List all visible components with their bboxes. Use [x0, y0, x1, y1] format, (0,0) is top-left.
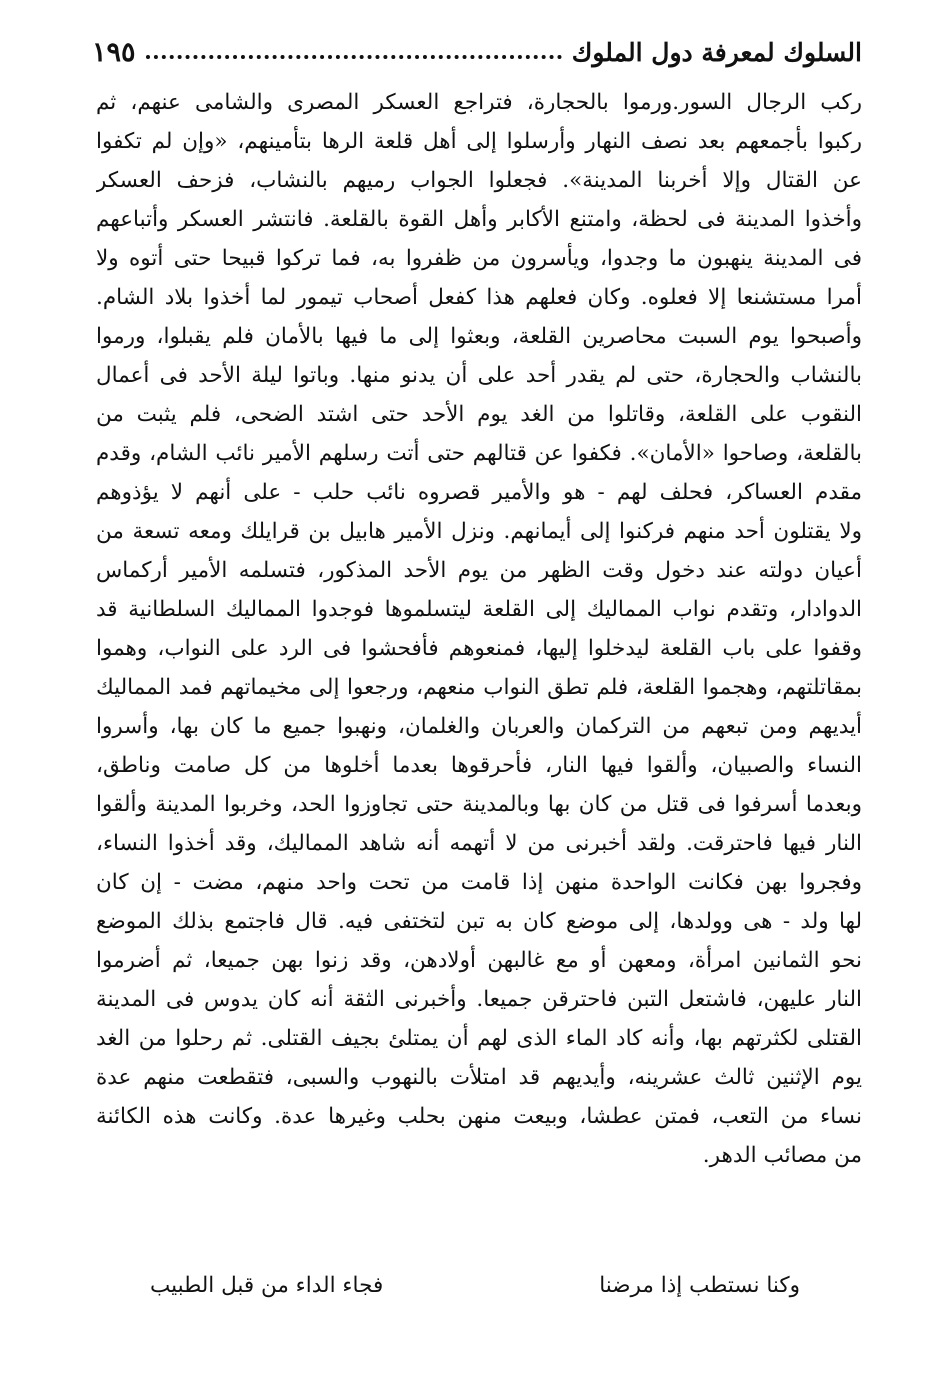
- text-line: وفجروا بهن فكانت الواحدة منهن إذا قامت من تحت واحد منهم، مضت - إن كان: [96, 870, 862, 895]
- text-line: يوم الإثنين ثالث عشرينه، وأيديهم قد امتلأت بالنهوب والسبى، فتقطعت منهم عدة: [96, 1065, 862, 1090]
- text-line: بمقاتلتهم، وهجموا القلعة، فلم تطق النواب منعهم، ورجعوا إلى مخيماتهم فمد المماليك: [96, 675, 862, 700]
- body-text: [96, 83, 862, 1175]
- header-dotted-leader: [146, 55, 562, 59]
- text-line: عن القتال وإلا أخربنا المدينة». فجعلوا الجواب رميهم بالنشاب، فزحف العسكر: [96, 168, 862, 193]
- text-line: النار عليهن، فاشتعل التبن فاحترقن جميعا. وأخبرنى الثقة أنه كان يدوس فى المدينة: [96, 987, 862, 1012]
- text-line: أيديهم ومن تبعهم من التركمان والعربان والغلمان، ونهبوا جميع ما كان بها، وأسروا: [96, 714, 862, 739]
- text-line: مقدم العساكر، فحلف لهم - هو والأمير قصروه نائب حلب - على أنهم لا يؤذوهم: [96, 480, 862, 505]
- text-line: وبعدما أسرفوا فى قتل من كان بها وبالمدينة حتى تجاوزوا الحد، وخربوا المدينة وألقوا: [96, 792, 862, 817]
- text-line: فى المدينة ينهبون ما وجدوا، ويأسرون من ظفروا به، فما تركوا قبيحا حتى أتوه ولا: [96, 246, 862, 271]
- text-line-last: من مصائب الدهر.: [702, 1143, 862, 1168]
- text-line: ركب الرجال السور.ورموا بالحجارة، فتراجع العسكر المصرى والشامى عنهم، ثم: [96, 90, 862, 115]
- text-line: بالنشاب والحجارة، حتى لم يقدر أحد على أن يدنو منها. وباتوا ليلة الأحد فى أعمال: [96, 363, 862, 388]
- text-line: وأصبحوا يوم السبت محاصرين القلعة، وبعثوا إلى ما فيها بالأمان فلم يقبلوا، ورموا: [96, 324, 862, 349]
- running-title: السلوك لمعرفة دول الملوك: [571, 37, 862, 67]
- poetry-verse: [150, 1266, 800, 1306]
- text-line: النار فيها فاحترقت. ولقد أخبرنى من لا أتهمه أنه شاهد المماليك، وقد أخذوا النساء،: [96, 831, 862, 856]
- text-line: الدوادار، وتقدم نواب المماليك إلى القلعة ليتسلموها فوجدوا المماليك السلطانية قد: [96, 597, 862, 622]
- text-line: النساء والصبيان، وألقوا فيها النار، فأحرقوها بعدما أخلوها من كل صامت وناطق،: [96, 753, 862, 778]
- verse-second-hemistich: فجاء الداء من قبل الطبيب: [150, 1273, 384, 1298]
- text-line: نساء من التعب، فمتن عطشا، وبيعت منهن بحلب وغيرها عدة. وكانت هذه الكائنة: [96, 1104, 862, 1129]
- text-line: لها ولد - هى وولدها، إلى موضع كان به تبن لتختفى فيه. قال فاجتمع بذلك الموضع: [96, 909, 862, 934]
- text-line: أعيان دولته عند دخول وقت الظهر من يوم الأحد المذكور، فتسلمه الأمير أركماس: [96, 558, 862, 583]
- page-number: ١٩٥: [92, 36, 136, 68]
- text-line: ولا يقتلون أحد منهم فركنوا إلى أيمانهم. ونزل الأمير هابيل بن قرايلك ومعه تسعة من: [96, 519, 862, 544]
- text-line: القتلى لكثرتهم بها، وأنه كاد الماء الذى لهم أن يمتلئ بجيف القتلى. ثم رحلوا من الغد: [96, 1026, 862, 1051]
- page-header: [92, 30, 862, 74]
- text-line: بالقلعة، وصاحوا «الأمان». فكفوا عن قتالهم حتى أتت رسلهم الأمير نائب الشام، وقدم: [96, 441, 862, 466]
- text-line: النقوب على القلعة، وقاتلوا من الغد يوم الأحد حتى اشتد الضحى، فلم يثبت من: [96, 402, 862, 427]
- text-line: نحو الثمانين امرأة، ومعهن أو مع غالبهن أولادهن، وقد زنوا بهن جميعا، ثم أضرموا: [96, 948, 862, 973]
- text-line: وأخذوا المدينة فى لحظة، وامتنع الأكابر وأهل القوة بالقلعة. فانتشر العسكر وأتباعهم: [96, 207, 862, 232]
- text-line: أمرا مستشنعا إلا فعلوه. وكان فعلهم هذا كفعل أصحاب تيمور لما أخذوا بلاد الشام.: [96, 285, 862, 310]
- text-line: ركبوا بأجمعهم بعد نصف النهار وأرسلوا إلى أهل قلعة الرها بتأمينهم، «وإن لم تكفوا: [96, 129, 862, 154]
- verse-first-hemistich: وكنا نستطب إذا مرضنا: [599, 1273, 800, 1298]
- text-line: وقفوا على باب القلعة ليدخلوا إليها، فمنعوهم فأفحشوا فى الرد على النواب، وهموا: [96, 636, 862, 661]
